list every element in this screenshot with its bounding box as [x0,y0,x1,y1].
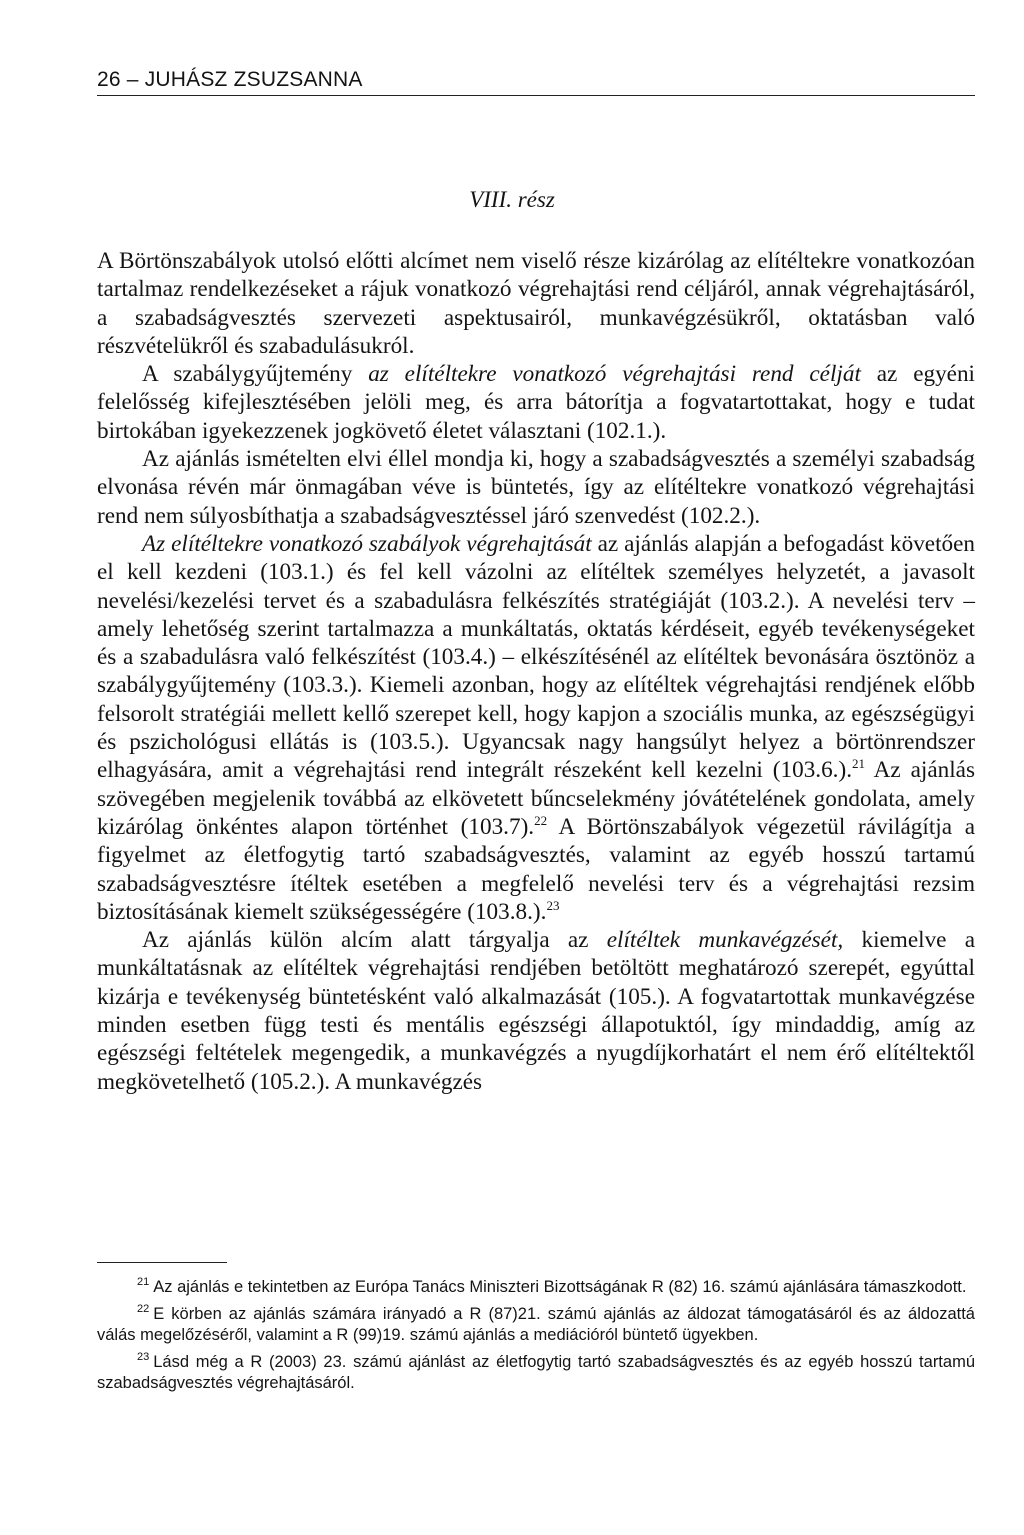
paragraph [97,247,975,360]
paragraph [97,530,975,926]
footnote [97,1277,975,1299]
footnote-number: 23 [137,1350,150,1363]
text-run: Az ajánlás külön alcím alatt tárgyalja az [142,927,607,954]
section-title: VIII. rész [469,187,555,212]
paragraph [97,926,975,1096]
footnote-text: Lásd még a R (2003) 23. számú ajánlást az életfogytig tartó szabadságvesztés és az egyéb hosszú tartamú szabadságvesztés végrehajtásáról. [97,1352,975,1392]
footnote-text: Az ajánlás e tekintetben az Európa Tanács Miniszteri Bizottságának R (82) 16. számú ajánlására támaszkodott. [153,1278,967,1296]
footnote [97,1352,975,1395]
text-run: A Börtönszabályok utolsó előtti alcímet nem viselő része kizárólag az elítéltekre vonatkozóan tartalmaz rendelkezéseket a rájuk vonatkozó végrehajtási rend céljáról, annak végrehajtásáról, a szabadságvesztés szervezeti aspektusairól, munkavégzésükről, oktatásban való részvételükről és szabadulásukról. [97,248,975,359]
footnote-separator [97,1262,227,1263]
footnote-ref: 21 [852,756,866,772]
footnote-ref: 22 [534,812,548,828]
footnote [97,1304,975,1347]
body-text [97,247,975,1096]
footnote-text: E körben az ajánlás számára irányadó a R (87)21. számú ajánlás az áldozat támogatásáról és az áldozattá válás megelőzéséről, valamint a R (99)19. számú ajánlás a mediációról büntető ügyekben. [97,1304,975,1344]
text-run: az egyéni felelősség kifejlesztésében jelöli meg, és arra bátorítja a fogvatartottakat, hogy e tudat birtokában igyekezzenek jogkövető életet választani (102.1.). [97,361,976,444]
text-run: Az ajánlás szövegében megjelenik továbbá az elkövetett bűncselekmény jóvátételének gondolata, amely kizárólag önkéntes alapon történhet (103.7). [97,757,975,840]
text-run: az ajánlás alapján a befogadást követően el kell kezdeni (103.1.) és fel kell vázolni az elítéltek személyes helyzetét, a javasolt nevelési/kezelési tervet és a szabadulásra felkészítés stratégiáját (103.2.). A nevelési terv – amely lehetőség szerint tartalmazza a munkáltatás, oktatás kérdéseit, egyéb tevékenységeket és a szabadulásra való felkészítést (103.4.) – elkészítésénél az elítéltek bevonására ösztönöz a szabálygyűjtemény (103.3.). Kiemeli azonban, hogy az elítéltek végrehajtási rendjének előbb felsorolt stratégiái mellett kellő szerepet kell, hogy kapjon a szociális munka, az egészségügyi és pszichológusi ellátás is (103.5.). Ugyancsak nagy hangsúlyt helyez a börtönrendszer elhagyására, amit a végrehajtási rend integrált részeként kell kezelni (103.6.). [97,530,975,784]
paragraph [97,445,975,530]
footnote-ref: 23 [546,897,560,913]
italic-phrase: Az elítéltekre vonatkozó szabályok végrehajtását [142,530,592,557]
footnote-number: 22 [137,1302,150,1315]
text-run: kiemelve a munkáltatásnak az elítéltek végrehajtási rendjében betöltött meghatározó szerepét, egyúttal kizárja e tevékenység büntetésként való alkalmazását (105.). A fogvatartottak munkavégzése minden esetben függ testi és mentális egészségi állapotuktól, így mindaddig, amíg az egészségi feltételek megengedik, a munkavégzés a nyugdíjkorhatárt el nem érő elítéltektől megkövetelhető (105.2.). A munkavégzés [97,927,976,1095]
paragraph [97,360,975,445]
text-run: Az ajánlás ismételten elvi éllel mondja ki, hogy a szabadságvesztés a személyi szabadság elvonása révén már önmagában véve is büntetés, így az elítéltekre vonatkozó végrehajtási rend nem súlyosbíthatja a szabadságvesztéssel járó szenvedést (102.2.). [97,446,975,529]
footnote-number: 21 [137,1276,150,1288]
running-head: 26 – JUHÁSZ ZSUZSANNA [97,68,975,96]
italic-phrase: elítéltek munkavégzését, [606,927,844,954]
italic-phrase: az elítéltekre vonatkozó végrehajtási rend célját [368,361,861,388]
text-run: A Börtönszabályok végezetül rávilágítja a figyelmet az életfogytig tartó szabadságvesztés, valamint az egyéb hosszú tartamú szabadságvesztésre ítéltek esetében a megfelelő nevelési terv és a végrehajtási rezsim biztosításának kiemelt szükségességére (103.8.). [97,813,975,925]
text-run: A szabálygyűjtemény [142,361,369,388]
footnotes [97,1277,975,1400]
